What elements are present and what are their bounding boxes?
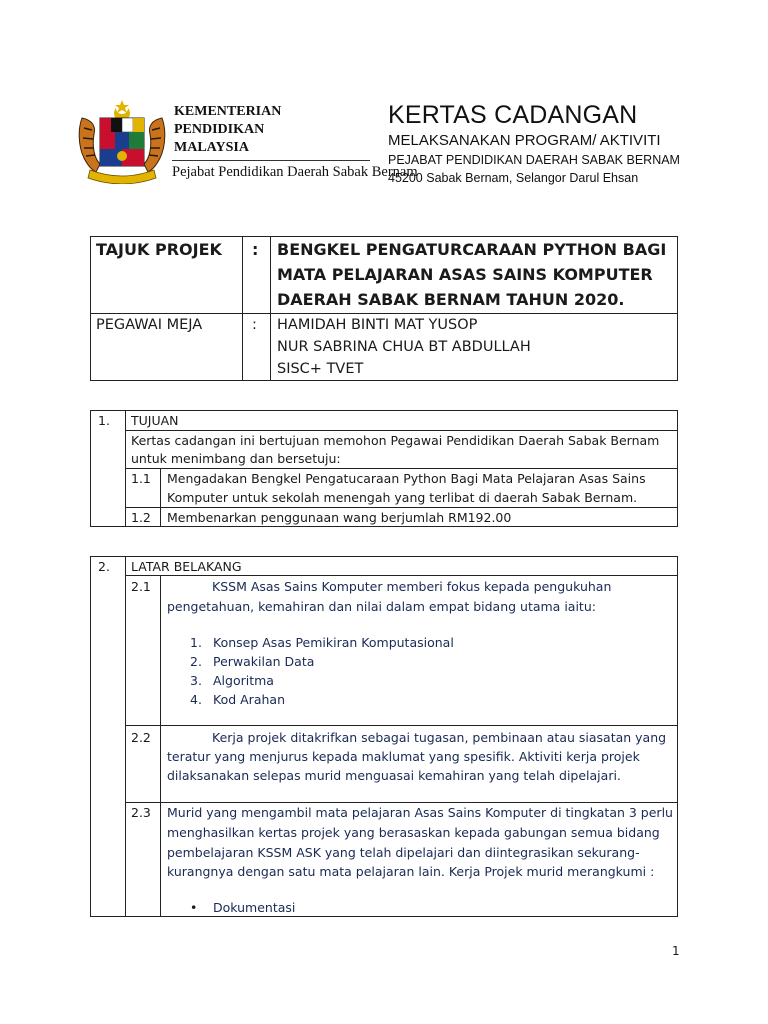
list-item: Algoritma [213, 673, 274, 688]
item-text: Komputer untuk sekolah menengah yang terlibat di daerah Sabak Bernam. [167, 490, 638, 505]
table-rule [125, 725, 678, 726]
list-number: 4. [190, 692, 202, 707]
desk-officer-label: PEGAWAI MEJA [96, 317, 203, 333]
item-number: 2.3 [131, 805, 151, 820]
item-text: pembelajaran KSSM ASK yang telah dipelajari dan diintegrasikan sekurang- [167, 845, 640, 860]
colon: : [252, 317, 257, 333]
table-rule [242, 236, 243, 381]
ministry-name-line2: PENDIDIKAN [174, 122, 265, 137]
header-divider [172, 160, 370, 161]
ministry-name-line3: MALAYSIA [174, 140, 249, 155]
list-item: Konsep Asas Pemikiran Komputasional [213, 635, 454, 650]
item-text: menghasilkan kertas projek yang berasaskan kepada gabungan semua bidang [167, 825, 660, 840]
list-item: Kod Arahan [213, 692, 285, 707]
item-number: 2.1 [131, 579, 151, 594]
item-text: pengetahuan, kemahiran dan nilai dalam empat bidang utama iaitu: [167, 599, 596, 614]
office-address: 45200 Sabak Bernam, Selangor Darul Ehsan [388, 171, 639, 185]
office-name: Pejabat Pendidikan Daerah Sabak Bernam [172, 164, 418, 180]
project-title-line: MATA PELAJARAN ASAS SAINS KOMPUTER [277, 265, 653, 284]
item-text: Kerja projek ditakrifkan sebagai tugasan, pembinaan atau siasatan yang [212, 730, 667, 745]
item-text: kurangnya dengan satu mata pelajaran lain. Kerja Projek murid merangkumi : [167, 864, 655, 879]
table-rule [125, 556, 126, 917]
table-rule [270, 236, 271, 381]
project-title-line: DAERAH SABAK BERNAM TAHUN 2020. [277, 290, 625, 309]
list-item: Perwakilan Data [213, 654, 315, 669]
office-caps: PEJABAT PENDIDIKAN DAERAH SABAK BERNAM [388, 153, 680, 167]
item-number: 1.2 [131, 510, 151, 525]
ministry-crest-logo [76, 98, 168, 184]
item-number: 2.2 [131, 730, 151, 745]
item-text: Membenarkan penggunaan wang berjumlah RM192.00 [167, 510, 512, 525]
desk-officer-name: NUR SABRINA CHUA BT ABDULLAH [277, 339, 531, 355]
project-title-label: TAJUK PROJEK [96, 240, 222, 259]
list-number: 3. [190, 673, 202, 688]
colon: : [252, 240, 259, 259]
table-rule [160, 468, 161, 527]
list-item: Dokumentasi [213, 900, 296, 915]
list-number: 2. [190, 654, 202, 669]
item-text: dilaksanakan selepas murid menguasai kemahiran yang telah dipelajari. [167, 768, 621, 783]
desk-officer-unit: SISC+ TVET [277, 361, 364, 377]
table-rule [160, 575, 161, 917]
section-heading: TUJUAN [131, 413, 179, 428]
item-number: 1.1 [131, 471, 151, 486]
document-title: KERTAS CADANGAN [388, 101, 638, 129]
section-number: 2. [98, 559, 110, 574]
item-text: Murid yang mengambil mata pelajaran Asas Sains Komputer di tingkatan 3 perlu [167, 805, 673, 820]
bullet: • [190, 900, 198, 915]
ministry-name-line1: KEMENTERIAN [174, 104, 282, 119]
section-heading: LATAR BELAKANG [131, 559, 242, 574]
section-text: Kertas cadangan ini bertujuan memohon Pegawai Pendidikan Daerah Sabak Bernam [131, 433, 660, 448]
list-number: 1. [190, 635, 202, 650]
desk-officer-name: HAMIDAH BINTI MAT YUSOP [277, 317, 478, 333]
project-title-line: BENGKEL PENGATURCARAAN PYTHON BAGI [277, 240, 667, 259]
item-text: KSSM Asas Sains Komputer memberi fokus kepada pengukuhan [212, 579, 612, 594]
section-number: 1. [98, 413, 110, 428]
section-text: untuk menimbang dan bersetuju: [131, 451, 341, 466]
document-subtitle: MELAKSANAKAN PROGRAM/ AKTIVITI [388, 132, 661, 149]
page-number: 1 [672, 944, 680, 958]
item-text: Mengadakan Bengkel Pengatucaraan Python Bagi Mata Pelajaran Asas Sains [167, 471, 646, 486]
item-text: teratur yang menjurus kepada maklumat yang spesifik. Aktiviti kerja projek [167, 749, 640, 764]
